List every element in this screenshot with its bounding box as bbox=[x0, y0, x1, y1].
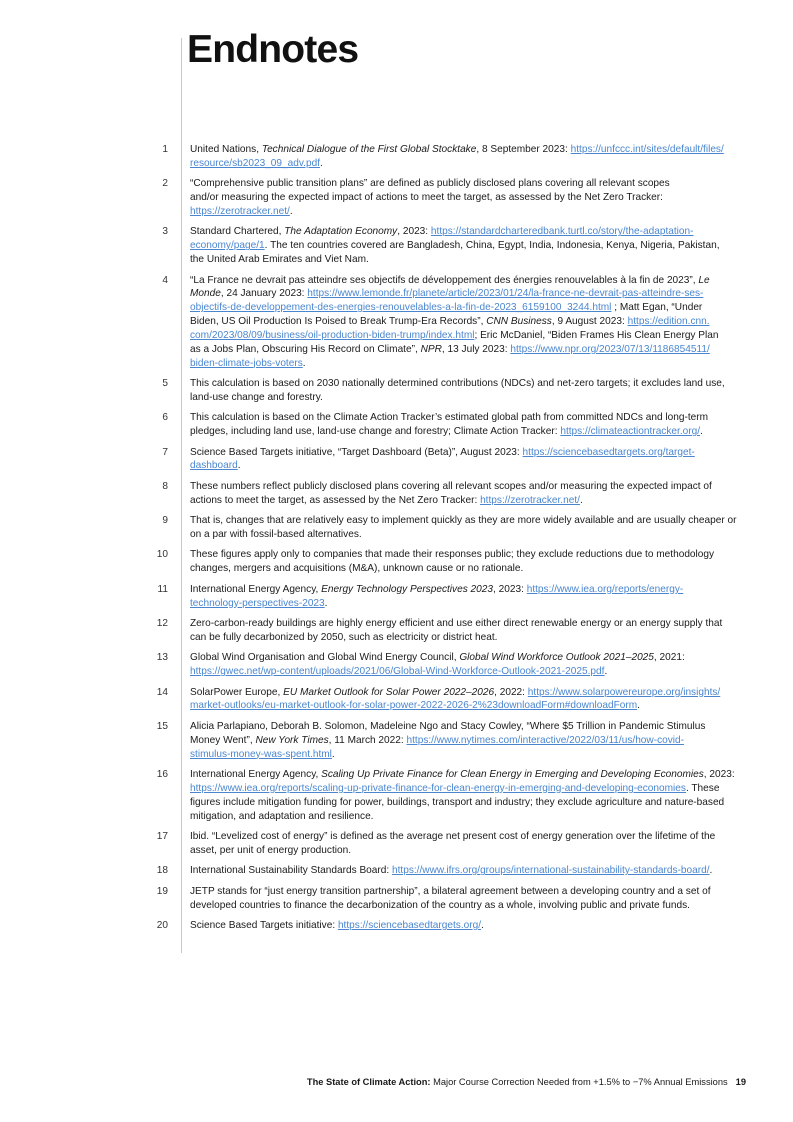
endnote-item bbox=[0, 177, 793, 219]
endnote-link[interactable]: https://unfccc.int/sites/default/files/ resource/sb2023_09_adv.pdf bbox=[190, 144, 724, 169]
endnote-number: 2 bbox=[162, 178, 168, 190]
endnote-link[interactable]: https://www.iea.org/reports/scaling-up-private-finance-for-clean-energy-in-emerging-and-developing-economies bbox=[190, 782, 686, 794]
endnote-item bbox=[0, 720, 793, 762]
endnote-link[interactable]: https://www.lemonde.fr/planete/article/2023/01/24/la-france-ne-devrait-pas-atteindre-ses- objectifs-de-developpement-des-energies-renouvelables-a-la-fin-de-2023_6159100_3244.html bbox=[190, 288, 704, 314]
endnote-link[interactable]: https://zerotracker.net/ bbox=[190, 205, 290, 217]
endnote-text: These figures apply only to companies that made their responses public; they exclude reductions due to methodology changes, mergers and acquisitions (M&A), unknown cause or no rationale. bbox=[190, 549, 715, 575]
endnote-item bbox=[0, 411, 793, 439]
endnote-item bbox=[0, 830, 793, 858]
endnote-text: This calculation is based on the Climate Action Tracker’s estimated global path from committed NDCs and long-term pledges, including land use, land-use change and forestry; Climate Action Tracker: https://climateactiontracker.org/. bbox=[190, 412, 709, 438]
endnote-item bbox=[0, 686, 793, 714]
endnote-text: Zero-carbon-ready buildings are highly energy efficient and use either direct renewable energy or an energy supply that can be fully decarbonized by 2050, such as electricity or district heat. bbox=[190, 618, 723, 643]
endnote-item bbox=[0, 919, 793, 933]
endnote-item bbox=[0, 274, 793, 371]
endnote-item bbox=[0, 143, 793, 171]
endnote-number: 19 bbox=[156, 885, 168, 897]
endnote-item bbox=[0, 617, 793, 645]
endnote-number: 20 bbox=[156, 919, 168, 931]
footer-report-title: The State of Climate Action: bbox=[306, 1077, 431, 1087]
endnote-number: 12 bbox=[156, 618, 168, 629]
endnote-item bbox=[0, 583, 793, 611]
endnote-number: 6 bbox=[162, 412, 168, 424]
endnote-text: This calculation is based on 2030 nationally determined contributions (NDCs) and net-zero targets; it excludes land use, land-use change and forestry. bbox=[190, 378, 725, 403]
endnote-number: 8 bbox=[162, 480, 168, 492]
endnote-number: 3 bbox=[162, 226, 168, 238]
endnote-number: 17 bbox=[156, 830, 168, 842]
endnote-item bbox=[0, 548, 793, 576]
endnote-number: 7 bbox=[162, 446, 168, 458]
endnote-number: 1 bbox=[162, 144, 168, 155]
endnote-item bbox=[0, 651, 793, 679]
endnote-number: 18 bbox=[156, 865, 168, 877]
endnotes-list bbox=[0, 143, 793, 939]
endnote-number: 10 bbox=[156, 549, 168, 561]
endnote-number: 5 bbox=[162, 378, 168, 390]
endnote-link[interactable]: https://www.nytimes.com/interactive/2022/03/11/us/how-covid- stimulus-money-was-spent.html bbox=[190, 734, 684, 760]
endnote-item bbox=[0, 480, 793, 508]
endnote-number: 13 bbox=[156, 652, 168, 664]
endnote-text: These numbers reflect publicly disclosed plans covering all relevant scopes and/or measuring the expected impact of actions to meet the target, as assessed by the Net Zero Tracker: https://zerotracker.net/. bbox=[190, 480, 712, 506]
endnote-text: SolarPower Europe, EU Market Outlook for Solar Power 2022–2026, 2022: https://www.solarpowereurope.org/insights/ market-outlooks/eu-market-outlook-for-solar-power-2022-2026-2%23downloadForm#downloadForm. bbox=[190, 686, 721, 712]
page-footer bbox=[307, 1077, 746, 1087]
endnote-text: Standard Chartered, The Adaptation Economy, 2023: https://standardcharteredbank.turtl.co/story/the-adaptation- economy/page/1. The ten countries covered are Bangladesh, China, Egypt, India, Indonesia, Kenya, Nigeria, Pakistan, the United Arab Emirates and Viet Nam. bbox=[190, 226, 720, 266]
endnote-number: 4 bbox=[162, 274, 168, 286]
endnote-link[interactable]: https://sciencebasedtargets.org/ bbox=[337, 919, 482, 931]
endnote-text: United Nations, Technical Dialogue of the First Global Stocktake, 8 September 2023: https://unfccc.int/sites/default/files/ resource/sb2023_09_adv.pdf. bbox=[190, 144, 724, 169]
endnote-text: Science Based Targets initiative: https://sciencebasedtargets.org/. bbox=[190, 919, 484, 931]
endnote-text: International Energy Agency, Energy Technology Perspectives 2023, 2023: https://www.iea.org/reports/energy- technology-perspectives-2023. bbox=[190, 583, 684, 609]
endnote-link[interactable]: https://climateactiontracker.org/ bbox=[560, 426, 701, 438]
endnote-number: 14 bbox=[156, 686, 168, 698]
endnote-text: That is, changes that are relatively easy to implement quickly as they are more widely available and are usually cheaper or on a par with fossil-based alternatives. bbox=[190, 515, 737, 540]
endnote-item bbox=[0, 377, 793, 405]
endnote-item bbox=[0, 864, 793, 878]
endnote-link[interactable]: https://zerotracker.net/ bbox=[480, 494, 580, 506]
endnote-item bbox=[0, 885, 793, 913]
endnote-link[interactable]: https://www.solarpowereurope.org/insights/ market-outlooks/eu-market-outlook-for-solar-power-2022-2026-2%23downloadForm#downloadForm bbox=[190, 686, 721, 712]
endnote-item bbox=[0, 768, 793, 823]
endnote-number: 9 bbox=[162, 515, 168, 527]
endnote-text: International Sustainability Standards Board: https://www.ifrs.org/groups/international-sustainability-standards-board/. bbox=[190, 865, 713, 877]
endnote-link[interactable]: https://www.iea.org/reports/energy- technology-perspectives-2023 bbox=[190, 583, 684, 609]
endnote-text: “Comprehensive public transition plans” are defined as publicly disclosed plans covering all relevant scopes and/or measuring the expected impact of actions to meet the target, as assessed by the Net Zero Tracker: https://zerotracker.net/. bbox=[190, 178, 670, 217]
endnote-link[interactable]: https://sciencebasedtargets.org/target- dashboard bbox=[190, 446, 695, 472]
endnote-link[interactable]: https://www.npr.org/2023/07/13/1186854511/ biden-climate-jobs-voters bbox=[190, 343, 710, 369]
endnote-link[interactable]: https://gwec.net/wp-content/uploads/2021/06/Global-Wind-Workforce-Outlook-2021-2025.pdf bbox=[190, 666, 605, 678]
endnote-number: 15 bbox=[156, 720, 168, 732]
page-title: Endnotes bbox=[187, 28, 359, 71]
footer-subtitle: Major Course Correction Needed from +1.5% to −7% Annual Emissions bbox=[430, 1077, 728, 1087]
endnote-link[interactable]: https://standardcharteredbank.turtl.co/story/the-adaptation- economy/page/1 bbox=[190, 226, 694, 252]
endnote-link[interactable]: https://www.ifrs.org/groups/international-sustainability-standards-board/ bbox=[392, 865, 710, 877]
endnote-item bbox=[0, 225, 793, 267]
endnote-text: Alicia Parlapiano, Deborah B. Solomon, Madeleine Ngo and Stacy Cowley, “Where $5 Trillion in Pandemic Stimulus Money Went”, New York Times, 11 March 2022: https://www.nytimes.com/interactive/2022/03/11/us/how-covid- stimulus-money-was-spent.html. bbox=[190, 720, 706, 760]
endnote-text: International Energy Agency, Scaling Up Private Finance for Clean Energy in Emerging and Developing Economies, 2023: https://www.iea.org/reports/scaling-up-private-finance-for-clean-energy-in-emerging-and-developing-economies. These figures include mitigation funding for power, buildings, transport and industry; they exclude agriculture and nature-based mitigation, and adaptation and resilience. bbox=[190, 768, 735, 822]
endnote-text: Ibid. “Levelized cost of energy” is defined as the average net present cost of energy generation over the lifetime of the asset, per unit of energy production. bbox=[190, 830, 716, 856]
endnote-text: Science Based Targets initiative, “Target Dashboard (Beta)”, August 2023: https://sciencebasedtargets.org/target- dashboard. bbox=[190, 446, 695, 472]
endnote-number: 11 bbox=[157, 583, 168, 595]
endnote-text: JETP stands for “just energy transition partnership”, a bilateral agreement between a developing country and a set of developed countries to finance the decarbonization of the country as a whole, involving public and private funds. bbox=[190, 885, 711, 911]
endnote-item bbox=[0, 446, 793, 474]
endnote-text: “La France ne devrait pas atteindre ses objectifs de développement des énergies renouvelables à la fin de 2023”, Le Monde, 24 January 2023: https://www.lemonde.fr/planete/article/2023/01/24/la-france-ne-devrait-pas-atteindre-ses- objectifs-de-developpement-des-energies-renouvelables-a-la-fin-de-2023_6159100_3244.html ; Matt Egan, “Under Biden, US Oil Production Is Poised to Break Trump-Era Records”, CNN Business, 9 August 2023: https://edition.cnn. com/2023/08/09/business/oil-production-biden-trump/index.html; Eric McDaniel, “Biden Frames His Clean Energy Plan as a Jobs Plan, Obscuring His Record on Climate”, NPR, 13 July 2023: https://www.npr.org/2023/07/13/1186854511/ biden-climate-jobs-voters. bbox=[190, 274, 719, 369]
endnote-link[interactable]: https://edition.cnn. com/2023/08/09/business/oil-production-biden-trump/index.html bbox=[190, 316, 710, 341]
endnote-number: 16 bbox=[156, 768, 168, 780]
page-number: 19 bbox=[735, 1077, 746, 1087]
endnote-item bbox=[0, 514, 793, 542]
endnote-text: Global Wind Organisation and Global Wind Energy Council, Global Wind Workforce Outlook 2021–2025, 2021: https://gwec.net/wp-content/uploads/2021/06/Global-Wind-Workforce-Outlook-2021-2025.pdf. bbox=[190, 652, 685, 678]
